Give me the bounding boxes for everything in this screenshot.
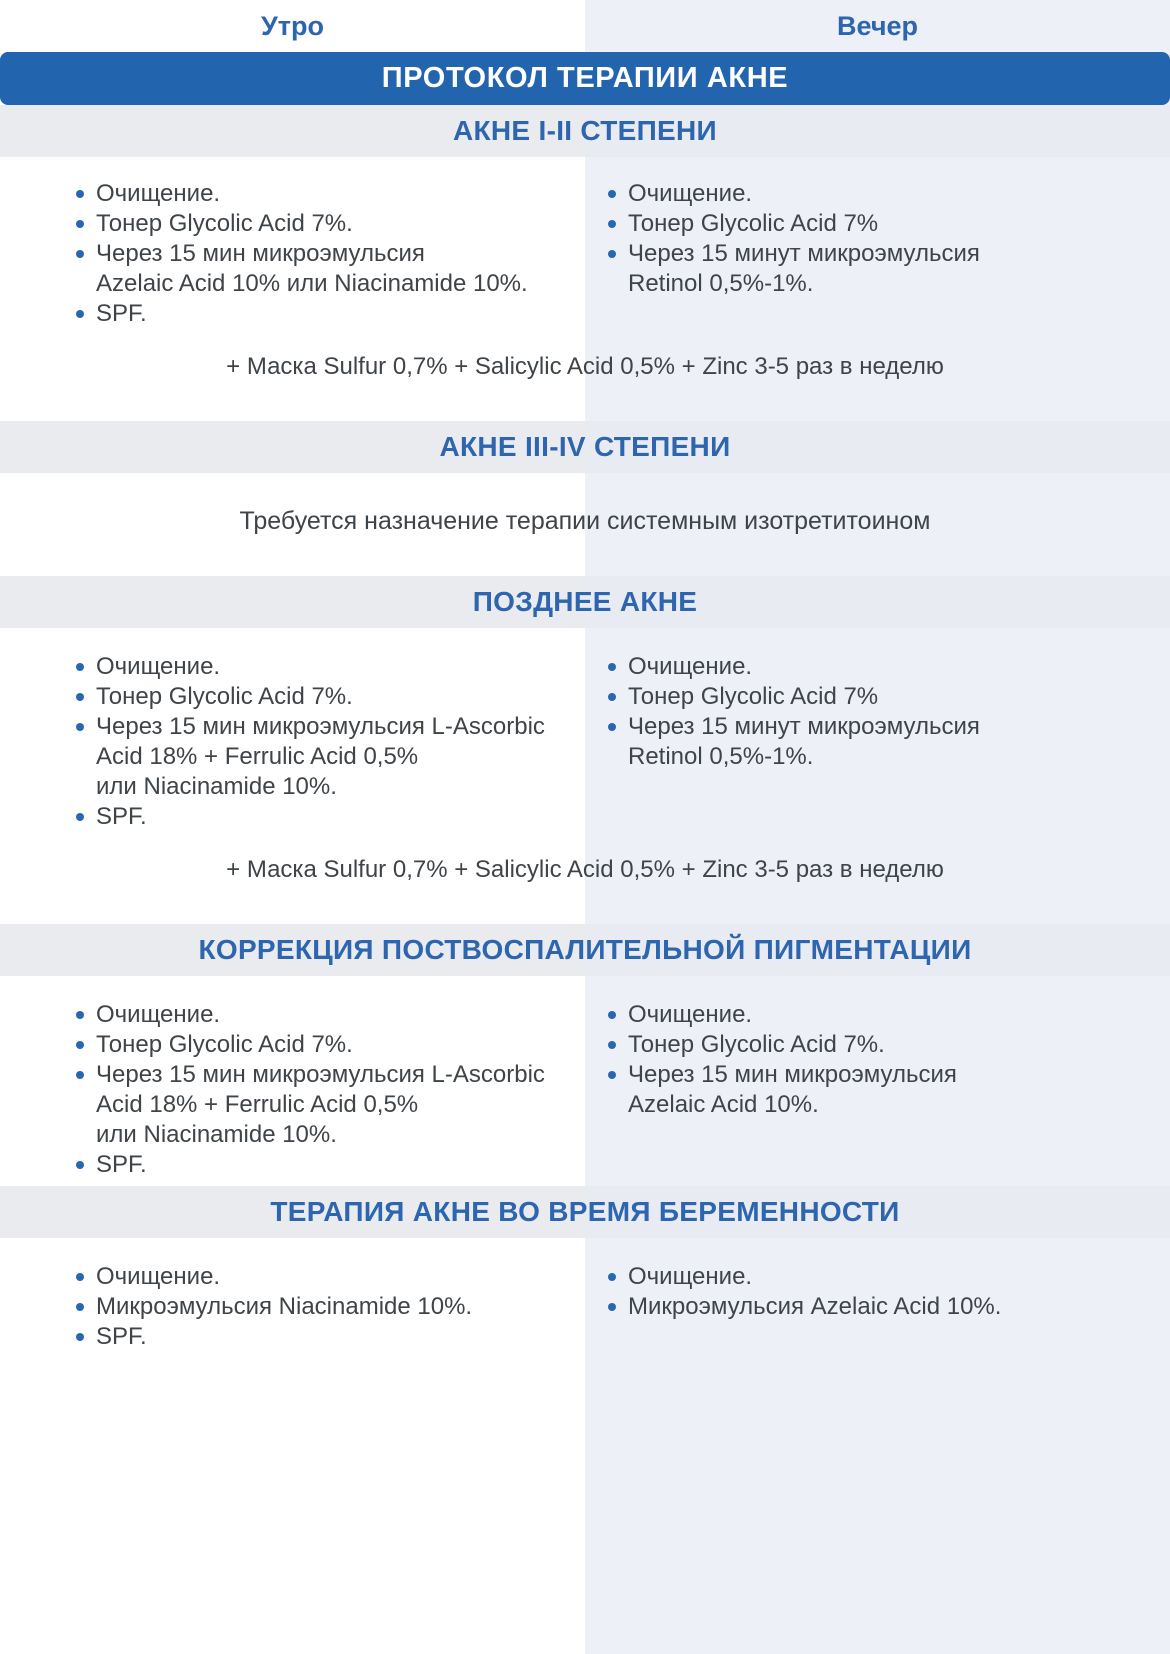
routine-line: Очищение. <box>628 180 753 207</box>
evening-column <box>585 1000 1170 1180</box>
routine-item <box>76 1060 561 1150</box>
routine-item <box>608 179 1140 209</box>
routine-line: или Niacinamide 10%. <box>96 773 337 800</box>
evening-routine-list <box>585 1262 1170 1322</box>
routine-item <box>76 1030 561 1060</box>
column-header-row <box>0 0 1170 52</box>
routine-item <box>608 652 1140 682</box>
evening-column <box>585 179 1170 329</box>
routine-line: Через 15 мин микроэмульсия <box>96 240 425 267</box>
routine-item <box>76 299 561 329</box>
section-title: АКНЕ III-IV СТЕПЕНИ <box>0 421 1170 473</box>
routine-line: Retinol 0,5%-1%. <box>628 743 814 770</box>
routine-line: Тонер Glycolic Acid 7% <box>628 683 879 710</box>
routine-line: Тонер Glycolic Acid 7% <box>628 210 879 237</box>
routine-line: Очищение. <box>628 653 753 680</box>
routine-line: Микроэмульсия Azelaic Acid 10%. <box>628 1293 1002 1320</box>
routine-item <box>76 1292 561 1322</box>
section-late-acne <box>0 576 1170 924</box>
morning-column <box>0 179 585 329</box>
routine-line: Через 15 мин микроэмульсия L-Ascorbic <box>96 713 545 740</box>
section-title: ТЕРАПИЯ АКНЕ ВО ВРЕМЯ БЕРЕМЕННОСТИ <box>0 1186 1170 1238</box>
routine-line: Очищение. <box>96 180 221 207</box>
routine-line: Тонер Glycolic Acid 7%. <box>96 683 353 710</box>
evening-column-header: Вечер <box>836 10 919 41</box>
routine-line: Микроэмульсия Niacinamide 10%. <box>96 1293 473 1320</box>
routine-item <box>608 1000 1140 1030</box>
routine-item <box>608 1262 1140 1292</box>
evening-column <box>585 1262 1170 1352</box>
section-columns <box>0 157 1170 329</box>
routine-line: или Niacinamide 10%. <box>96 1121 337 1148</box>
routine-line: Очищение. <box>628 1263 753 1290</box>
routine-item <box>76 652 561 682</box>
routine-line: Тонер Glycolic Acid 7%. <box>96 1031 353 1058</box>
routine-item <box>608 1060 1140 1120</box>
routine-line: Acid 18% + Ferrulic Acid 0,5% <box>96 1091 419 1118</box>
routine-item <box>76 239 561 299</box>
routine-line: Acid 18% + Ferrulic Acid 0,5% <box>96 743 419 770</box>
systemic-therapy-note: Требуется назначение терапии системным изотретитоином <box>239 507 931 535</box>
routine-line: Retinol 0,5%-1%. <box>628 270 814 297</box>
routine-item <box>608 682 1140 712</box>
morning-column-header: Утро <box>260 10 324 41</box>
routine-item <box>76 1000 561 1030</box>
protocol-title-banner: ПРОТОКОЛ ТЕРАПИИ АКНЕ <box>0 52 1170 105</box>
section-columns <box>0 1238 1170 1352</box>
evening-column <box>585 652 1170 832</box>
morning-routine-list <box>0 1000 585 1180</box>
routine-line: Через 15 мин микроэмульсия <box>628 1061 957 1088</box>
routine-line: SPF. <box>96 1323 147 1350</box>
routine-item <box>76 179 561 209</box>
routine-item <box>76 1150 561 1180</box>
routine-item <box>76 712 561 802</box>
routine-line: SPF. <box>96 300 147 327</box>
weekly-mask-note: + Маска Sulfur 0,7% + Salicylic Acid 0,5% + Zinc 3-5 раз в неделю <box>226 353 944 380</box>
morning-column <box>0 652 585 832</box>
evening-routine-list <box>585 1000 1170 1120</box>
routine-line: Очищение. <box>96 653 221 680</box>
morning-column <box>0 1000 585 1180</box>
morning-routine-list <box>0 1262 585 1352</box>
routine-item <box>76 209 561 239</box>
routine-item <box>76 1322 561 1352</box>
weekly-mask-note: + Маска Sulfur 0,7% + Salicylic Acid 0,5% + Zinc 3-5 раз в неделю <box>226 856 944 883</box>
routine-line: Очищение. <box>96 1263 221 1290</box>
routine-item <box>76 682 561 712</box>
evening-routine-list <box>585 652 1170 772</box>
section-columns <box>0 628 1170 832</box>
morning-routine-list <box>0 652 585 832</box>
routine-line: Через 15 мин микроэмульсия L-Ascorbic <box>96 1061 545 1088</box>
section-pigmentation-correction <box>0 924 1170 1186</box>
routine-item <box>608 1292 1140 1322</box>
section-title: ПОЗДНЕЕ АКНЕ <box>0 576 1170 628</box>
evening-routine-list <box>585 179 1170 299</box>
section-title: АКНЕ I-II СТЕПЕНИ <box>0 105 1170 157</box>
routine-item <box>608 712 1140 772</box>
routine-line: Azelaic Acid 10%. <box>628 1091 819 1118</box>
routine-item <box>608 1030 1140 1060</box>
section-columns <box>0 976 1170 1186</box>
section-acne-during-pregnancy <box>0 1186 1170 1352</box>
routine-item <box>608 239 1140 299</box>
routine-line: Через 15 минут микроэмульсия <box>628 713 980 740</box>
routine-item <box>76 802 561 832</box>
routine-line: Через 15 минут микроэмульсия <box>628 240 980 267</box>
routine-line: Тонер Glycolic Acid 7%. <box>628 1031 885 1058</box>
section-acne-grade-1-2 <box>0 105 1170 421</box>
morning-routine-list <box>0 179 585 329</box>
section-title: КОРРЕКЦИЯ ПОСТВОСПАЛИТЕЛЬНОЙ ПИГМЕНТАЦИИ <box>0 924 1170 976</box>
routine-line: Тонер Glycolic Acid 7%. <box>96 210 353 237</box>
section-acne-grade-3-4 <box>0 421 1170 576</box>
routine-line: SPF. <box>96 803 147 830</box>
routine-line: SPF. <box>96 1151 147 1178</box>
routine-item <box>608 209 1140 239</box>
routine-line: Очищение. <box>96 1001 221 1028</box>
routine-line: Очищение. <box>628 1001 753 1028</box>
routine-item <box>76 1262 561 1292</box>
routine-line: Azelaic Acid 10% или Niacinamide 10%. <box>96 270 528 297</box>
morning-column <box>0 1262 585 1352</box>
